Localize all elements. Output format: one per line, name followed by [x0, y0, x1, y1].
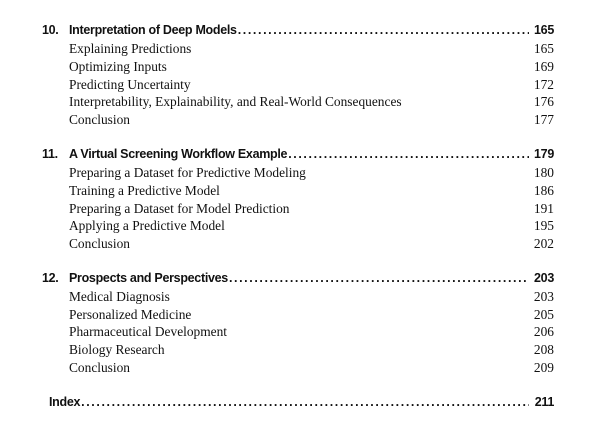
section-title: Explaining Predictions [69, 41, 192, 56]
toc-section-row[interactable] [69, 112, 554, 129]
chapter-number: 10. [42, 23, 59, 37]
section-title: Conclusion [69, 236, 131, 251]
chapter-page-number: 165 [534, 23, 554, 37]
section-page-number: 186 [533, 183, 554, 198]
section-title: Biology Research [69, 342, 165, 357]
section-title: Interpretability, Explainability, and Real-World Consequences [69, 94, 402, 109]
section-page-number: 191 [533, 201, 554, 216]
toc-section-row[interactable] [69, 183, 554, 200]
section-title: Medical Diagnosis [69, 289, 170, 304]
toc-chapter-row[interactable] [42, 23, 554, 41]
chapter-number: 11. [42, 147, 58, 161]
chapter-title: Interpretation of Deep Models [69, 23, 237, 37]
section-page-number: 208 [533, 342, 554, 357]
toc-section-row[interactable] [69, 218, 554, 235]
chapter-title: A Virtual Screening Workflow Example [69, 147, 288, 161]
toc-section-row[interactable] [69, 342, 554, 359]
section-page-number: 177 [533, 112, 554, 127]
section-page-number: 195 [533, 218, 554, 233]
section-page-number: 209 [533, 360, 554, 375]
toc-section-row[interactable] [69, 77, 554, 94]
chapter-number: 12. [42, 271, 59, 285]
toc-chapter-row[interactable] [42, 271, 554, 289]
index-title: Index [49, 395, 81, 409]
section-title: Pharmaceutical Development [69, 324, 228, 339]
dot-leader [288, 147, 529, 161]
toc-section-row[interactable] [69, 41, 554, 58]
toc-section-row[interactable] [69, 94, 554, 111]
section-title: Optimizing Inputs [69, 59, 167, 74]
toc-section-row[interactable] [69, 165, 554, 182]
section-page-number: 203 [533, 289, 554, 304]
toc-section-row[interactable] [69, 289, 554, 306]
toc-chapter-row[interactable] [42, 147, 554, 165]
chapter-page-number: 179 [534, 147, 554, 161]
section-title: Conclusion [69, 112, 131, 127]
section-page-number: 180 [533, 165, 554, 180]
section-page-number: 176 [533, 94, 554, 109]
section-page-number: 206 [533, 324, 554, 339]
toc-section-row[interactable] [69, 59, 554, 76]
section-title: Personalized Medicine [69, 307, 192, 322]
section-title: Preparing a Dataset for Predictive Modeling [69, 165, 306, 180]
toc-section-row[interactable] [69, 324, 554, 341]
section-page-number: 172 [533, 77, 554, 92]
chapter-page-number: 203 [534, 271, 554, 285]
section-page-number: 202 [533, 236, 554, 251]
index-page-number: 211 [534, 395, 554, 409]
section-title: Training a Predictive Model [69, 183, 220, 198]
section-title: Applying a Predictive Model [69, 218, 225, 233]
toc-section-row[interactable] [69, 360, 554, 377]
toc-section-row[interactable] [69, 201, 554, 218]
section-page-number: 165 [533, 41, 554, 56]
section-title: Conclusion [69, 360, 131, 375]
toc-section-row[interactable] [69, 307, 554, 324]
dot-leader [238, 23, 529, 37]
dot-leader [81, 395, 529, 409]
dot-leader [229, 271, 529, 285]
chapter-title: Prospects and Perspectives [69, 271, 228, 285]
section-page-number: 205 [533, 307, 554, 322]
toc-index-row[interactable] [49, 395, 554, 413]
toc-section-row[interactable] [69, 236, 554, 253]
section-title: Preparing a Dataset for Model Prediction [69, 201, 290, 216]
section-page-number: 169 [533, 59, 554, 74]
section-title: Predicting Uncertainty [69, 77, 191, 92]
